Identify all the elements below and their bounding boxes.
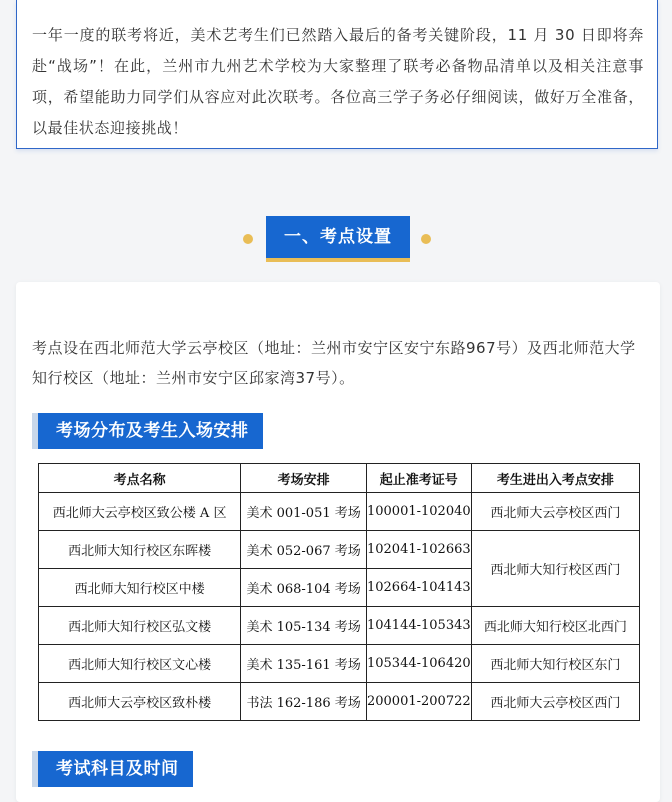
- cell-ids: 102041-102663: [366, 531, 471, 569]
- intro-text: 一年一度的联考将近，美术艺考生们已然踏入最后的备考关键阶段，11 月 30 日即将奔赴“战场”！在此，兰州市九州艺术学校为大家整理了联考必备物品清单以及相关注意事项，希望能助力同学们从容应对此次联考。各位高三学子务必仔细阅读，做好万全准备，以最佳状态迎接挑战！: [32, 26, 644, 137]
- table-row: [39, 683, 640, 721]
- cell-entry: 西北师大知行校区西门: [471, 531, 639, 607]
- header-rooms: 考场安排: [241, 464, 367, 493]
- intro-box: [16, 0, 658, 149]
- table-row: [39, 645, 640, 683]
- section-title: 一、考点设置: [266, 216, 410, 262]
- schedule-table: [38, 463, 640, 721]
- cell-site: 西北师大云亭校区致公楼 A 区: [39, 493, 241, 531]
- decorative-dot-left: [243, 234, 253, 244]
- decorative-dot-right: [421, 234, 431, 244]
- cell-site: 西北师大知行校区弘文楼: [39, 607, 241, 645]
- table-row: [39, 493, 640, 531]
- cell-ids: 105344-106420: [366, 645, 471, 683]
- cell-rooms: 美术 052-067 考场: [241, 531, 367, 569]
- cell-site: 西北师大云亭校区致朴楼: [39, 683, 241, 721]
- table-header-row: [39, 464, 640, 493]
- cell-ids: 100001-102040: [366, 493, 471, 531]
- cell-entry: 西北师大云亭校区西门: [471, 683, 639, 721]
- cell-rooms: 美术 135-161 考场: [241, 645, 367, 683]
- cell-rooms: 美术 105-134 考场: [241, 607, 367, 645]
- section-header: [0, 216, 672, 262]
- header-entry: 考生进出入考点安排: [471, 464, 639, 493]
- header-site: 考点名称: [39, 464, 241, 493]
- cell-entry: 西北师大知行校区东门: [471, 645, 639, 683]
- subheading-distribution: 考场分布及考生入场安排: [32, 413, 263, 449]
- table-row: [39, 607, 640, 645]
- cell-entry: 西北师大知行校区北西门: [471, 607, 639, 645]
- cell-site: 西北师大知行校区中楼: [39, 569, 241, 607]
- header-ids: 起止准考证号: [366, 464, 471, 493]
- cell-rooms: 书法 162-186 考场: [241, 683, 367, 721]
- location-text: 考点设在西北师范大学云亭校区（地址：兰州市安宁区安宁东路967号）及西北师范大学知行校区（地址：兰州市安宁区邱家湾37号）。: [32, 339, 636, 387]
- subheading-subjects: 考试科目及时间: [32, 751, 193, 787]
- table-row: [39, 531, 640, 569]
- cell-site: 西北师大知行校区文心楼: [39, 645, 241, 683]
- cell-site: 西北师大知行校区东晖楼: [39, 531, 241, 569]
- cell-rooms: 美术 001-051 考场: [241, 493, 367, 531]
- cell-ids: 102664-104143: [366, 569, 471, 607]
- cell-entry: 西北师大云亭校区西门: [471, 493, 639, 531]
- content-card: [16, 282, 660, 802]
- cell-ids: 200001-200722: [366, 683, 471, 721]
- cell-rooms: 美术 068-104 考场: [241, 569, 367, 607]
- cell-ids: 104144-105343: [366, 607, 471, 645]
